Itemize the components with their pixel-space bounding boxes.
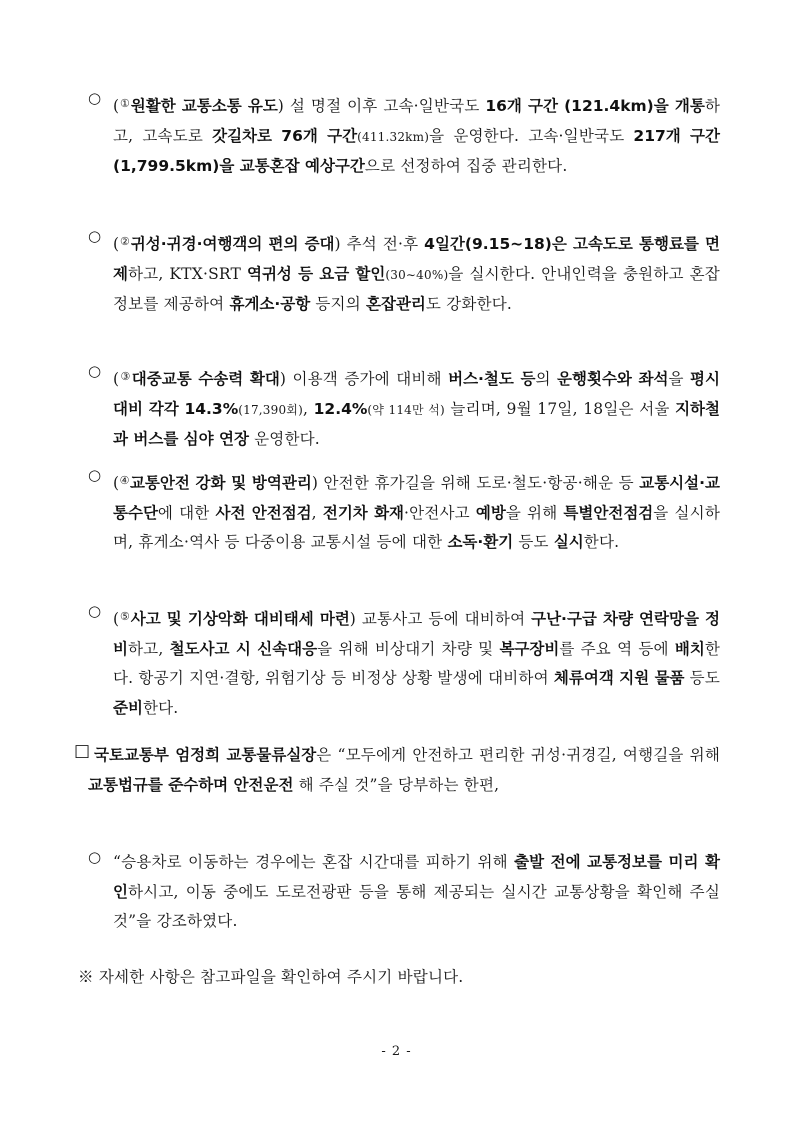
text-run-bold: 역귀성 등 요금 할인 bbox=[246, 264, 386, 283]
circled-number: ① bbox=[119, 97, 131, 110]
text-run-bold: 교통안전 강화 및 방역관리 bbox=[129, 474, 312, 492]
bullet-text bbox=[88, 362, 720, 455]
text-run-bold: 갓길차로 76개 구간 bbox=[212, 126, 358, 145]
text-run-small: (411.32km) bbox=[357, 129, 430, 144]
circled-number: ③ bbox=[119, 370, 132, 383]
text-run-bold: 평시 대비 각각 14.3% bbox=[113, 370, 720, 418]
text-run: 을 위해 bbox=[505, 503, 564, 522]
text-run-bold: 사고 및 기상악화 대비태세 마련 bbox=[130, 610, 350, 628]
text-run-bold: 4일간(9.15∼18)은 고속도로 통행료를 면제 bbox=[113, 235, 720, 283]
text-run-bold: 귀성·귀경·여행객의 편의 증대 bbox=[130, 235, 335, 253]
text-run-bold: 교통법규를 준수하며 안전운전 bbox=[88, 775, 294, 794]
circle-bullet-icon: ○ bbox=[88, 227, 102, 245]
circle-bullet-icon: ○ bbox=[88, 848, 102, 866]
text-run: ) 추석 전·후 bbox=[334, 235, 425, 253]
circled-number: ④ bbox=[119, 474, 130, 487]
circled-number: ⑤ bbox=[119, 610, 131, 623]
text-run: ) 설 명절 이후 고속·일반국도 bbox=[277, 97, 486, 115]
text-run: ) 안전한 휴가길을 위해 도로·철도·항공·해운 등 bbox=[311, 474, 640, 492]
square-bullet-icon: □ bbox=[74, 741, 91, 761]
text-run: , bbox=[302, 399, 314, 418]
text-run: 운영한다. bbox=[248, 430, 320, 448]
reference-note bbox=[78, 963, 718, 992]
text-run: 한다. bbox=[583, 533, 620, 551]
text-run: 한다. bbox=[142, 698, 179, 717]
box-item-official-remark bbox=[74, 741, 720, 800]
bullet-item-convenience bbox=[88, 227, 720, 320]
bullet-item-public-transport bbox=[88, 362, 720, 455]
text-run: 은 “모두에게 안전하고 편리한 귀성·귀경길, 여행길을 위해 bbox=[316, 746, 720, 764]
text-run-bold: 실시 bbox=[553, 533, 584, 551]
text-run-bold: 16개 구간 (121.4km)을 개통 bbox=[485, 97, 705, 115]
text-run-bold: 배치 bbox=[674, 639, 705, 658]
bullet-text bbox=[88, 848, 720, 937]
text-run: 을 bbox=[668, 370, 691, 388]
text-run-bold: 체류여객 지원 물품 bbox=[553, 669, 685, 687]
text-run-bold: 원활한 교통소통 유도 bbox=[130, 97, 278, 115]
text-run-small: (17,390회) bbox=[238, 402, 303, 417]
text-run: 을 운영한다. 고속·일반국도 bbox=[429, 126, 634, 145]
text-run-bold: 교통시설·교통수단 bbox=[113, 474, 720, 522]
text-run: ) 이용객 증가에 대비해 bbox=[279, 370, 449, 388]
text-run-bold: 217개 구간(1,799.5km)을 교통혼잡 예상구간 bbox=[113, 126, 721, 175]
text-run: , bbox=[311, 503, 323, 522]
text-run: 한다. 항공기 지연·결항, 위험기상 등 비정상 상황 발생에 대비하여 bbox=[113, 639, 720, 687]
bullet-item-quote bbox=[88, 848, 720, 937]
text-run-bold: 구난·구급 차량 연락망을 정비 bbox=[113, 610, 721, 658]
text-run-bold: 대중교통 수송력 확대 bbox=[131, 370, 280, 388]
text-run: 을 실시하며, 휴게소·역사 등 다중이용 교통시설 등에 대한 bbox=[113, 503, 720, 551]
bullet-item-safety bbox=[88, 466, 720, 558]
text-run: 해 주실 것”을 당부하는 한편, bbox=[293, 775, 500, 794]
text-run-small: (약 114만 석) bbox=[367, 402, 445, 417]
text-run-bold: 복구장비 bbox=[499, 639, 560, 658]
text-run: ( bbox=[113, 370, 120, 388]
bullet-text bbox=[88, 602, 720, 723]
page-number: - 2 - bbox=[381, 1044, 412, 1059]
text-run-bold: 국토교통부 엄정희 교통물류실장 bbox=[94, 746, 317, 764]
text-run: ) 교통사고 등에 대비하여 bbox=[349, 610, 532, 628]
text-run: 하시고, 이동 중에도 도로전광판 등을 통해 제공되는 실시간 교통상황을 확인해 주실 것”을 강조하였다. bbox=[113, 882, 720, 930]
text-run: ( bbox=[113, 97, 120, 115]
circle-bullet-icon: ○ bbox=[88, 89, 102, 107]
bullet-text bbox=[88, 227, 720, 320]
text-run-bold: 소독·환기 bbox=[447, 533, 514, 551]
text-run-bold: 지하철과 버스를 심야 연장 bbox=[113, 399, 720, 448]
text-run: 늘리며, 9월 17일, 18일은 서울 bbox=[444, 399, 676, 418]
text-run: ( bbox=[113, 235, 120, 253]
reference-mark-icon: ※ bbox=[78, 968, 94, 986]
box-text bbox=[74, 741, 720, 800]
text-run: ( bbox=[113, 474, 120, 492]
bullet-item-accident-prep bbox=[88, 602, 720, 723]
text-run: 도 강화한다. bbox=[425, 295, 513, 313]
note-text: 자세한 사항은 참고파일을 확인하여 주시기 바랍니다. bbox=[98, 968, 464, 986]
text-run-bold: 출발 전에 교통정보를 미리 확인 bbox=[113, 853, 721, 901]
circle-bullet-icon: ○ bbox=[88, 602, 102, 620]
text-run: 등도 bbox=[513, 533, 554, 551]
text-run-bold: 전기차 화재 bbox=[322, 503, 405, 522]
text-run: 을 실시한다. 안내인력을 충원하고 혼잡정보를 제공하여 bbox=[113, 264, 720, 313]
circled-number: ② bbox=[119, 235, 131, 248]
circle-bullet-icon: ○ bbox=[88, 362, 102, 380]
text-run-bold: 준비 bbox=[113, 698, 143, 717]
bullet-text bbox=[88, 89, 720, 182]
text-run: 등도 bbox=[684, 669, 720, 687]
bullet-text bbox=[88, 466, 720, 558]
circle-bullet-icon: ○ bbox=[88, 466, 102, 484]
text-run-small: (30∼40%) bbox=[385, 267, 449, 282]
text-run: 를 주요 역 등에 bbox=[559, 639, 675, 658]
text-run: 하고, 고속도로 bbox=[113, 97, 720, 145]
text-run: 하고, KTX·SRT bbox=[127, 264, 247, 283]
text-run: 등지의 bbox=[310, 295, 367, 313]
text-run: “승용차로 이동하는 경우에는 혼잡 시간대를 피하기 위해 bbox=[113, 853, 515, 871]
text-run: 에 대한 bbox=[157, 503, 216, 522]
text-run-bold: 휴게소·공항 bbox=[229, 295, 311, 313]
text-run-bold: 운행횟수와 좌석 bbox=[557, 370, 669, 388]
text-run-bold: 예방 bbox=[475, 503, 506, 522]
text-run-bold: 사전 안전점검 bbox=[215, 503, 312, 522]
text-run-bold: 혼잡관리 bbox=[366, 295, 426, 313]
text-run: ·안전사고 bbox=[404, 503, 476, 522]
bullet-item-traffic-flow bbox=[88, 89, 720, 182]
text-run-bold: 12.4% bbox=[313, 399, 368, 418]
text-run-bold: 특별안전점검 bbox=[563, 503, 654, 522]
text-run: ( bbox=[113, 610, 120, 628]
text-run-bold: 버스·철도 등 bbox=[448, 370, 536, 388]
text-run: 으로 선정하여 집중 관리한다. bbox=[364, 157, 568, 175]
text-run: 을 위해 비상대기 차량 및 bbox=[317, 639, 500, 658]
text-run: 하고, bbox=[127, 639, 170, 658]
text-run-bold: 철도사고 시 신속대응 bbox=[169, 639, 318, 658]
text-run: 의 bbox=[535, 370, 558, 388]
